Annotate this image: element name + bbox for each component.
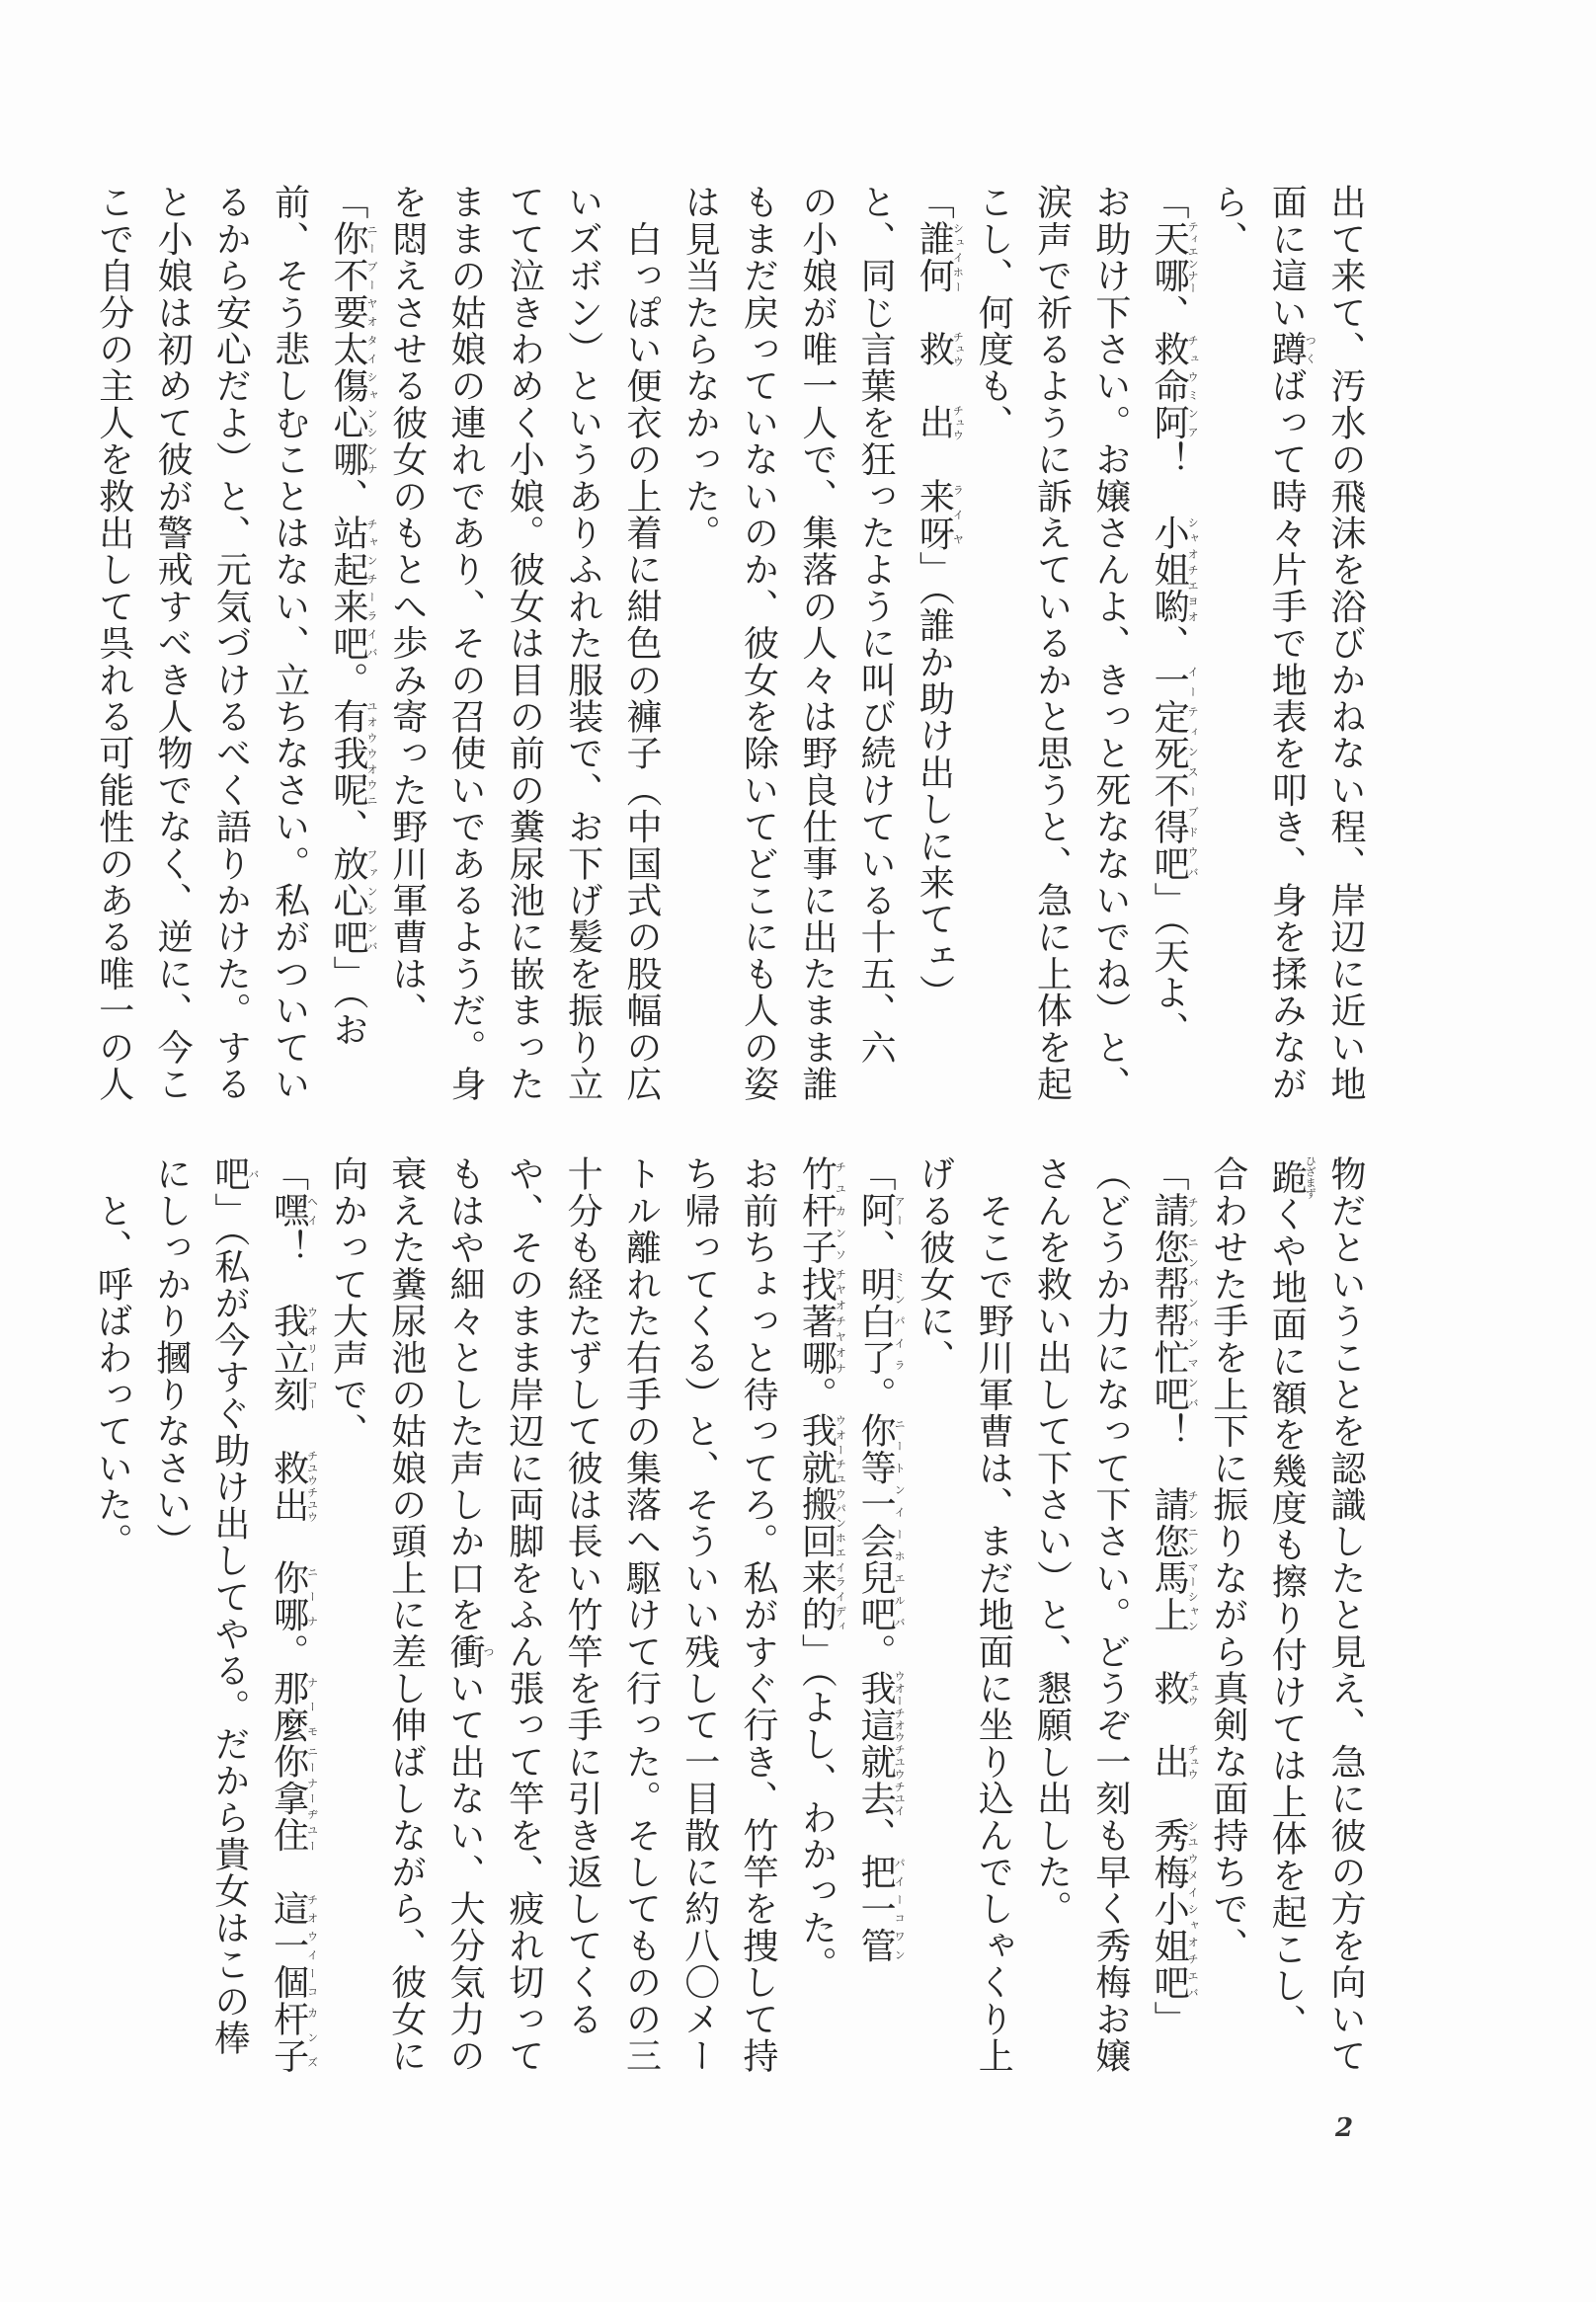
ruby-annotated-text [1149, 1669, 1200, 1707]
text-column [1081, 1155, 1140, 2084]
ruby-reading: マーシャン [1186, 1559, 1200, 1633]
text-column [319, 184, 378, 1112]
ruby-reading: ニートンイーホエルバ [893, 1412, 907, 1633]
text-column [553, 1155, 611, 2084]
text-run: 」（よし、わかった。 [796, 1632, 838, 1983]
text-run: 。 [796, 1376, 838, 1413]
ruby-annotated-text [914, 477, 965, 552]
text-run: は見当たらなかった。 [679, 184, 721, 551]
ruby-reading: シュイホー [951, 220, 965, 294]
text-column [846, 1155, 906, 2084]
ruby-annotated-text [327, 697, 378, 809]
ruby-annotated-text [914, 330, 965, 368]
text-run: ばって時々片手で地表を叩き、身を揉みなが [1266, 367, 1308, 1103]
text-column [376, 1155, 435, 2084]
text-run: 」（天よ、 [1149, 881, 1190, 1048]
ruby-reading: イーティンスーブドウバ [1186, 661, 1200, 882]
ruby-base: 我立刻 [268, 1302, 309, 1413]
ruby-annotated-text [855, 1853, 907, 1964]
text-column [787, 1155, 846, 2084]
text-column [1081, 184, 1140, 1112]
text-run: 、 [327, 477, 368, 515]
text-column [671, 184, 729, 1112]
text-run: 出て来て、汚水の飛沫を浴びかねない程、岸辺に近い地 [1325, 184, 1366, 1102]
text-run: 、 [855, 1229, 897, 1266]
text-run: 、 [855, 1816, 897, 1854]
ruby-base: 你等一会兒吧 [855, 1412, 897, 1633]
ruby-base: 這一個 [268, 1890, 309, 2001]
text-run [269, 1854, 309, 1890]
ruby-reading: シユウメイシャオチエバ [1186, 1816, 1200, 2001]
text-column [1140, 1155, 1199, 2084]
ruby-base: 馬上 [1149, 1559, 1190, 1633]
text-column [84, 184, 142, 1112]
text-run: と小娘は初めて彼が警戒すべき人物でなく、逆に、今こ [152, 184, 194, 1102]
ruby-base: 出 [1149, 1743, 1190, 1781]
ruby-annotated-text [327, 220, 378, 478]
text-run: ままの姑娘の連れであり、その召使いであるようだ。身 [445, 184, 487, 1102]
text-run: 「 [327, 184, 368, 221]
ruby-reading: ファンシンバ [364, 844, 378, 956]
text-run: げる彼女に、 [914, 1155, 955, 1377]
text-run: いて出ない、大分気力の [444, 1669, 486, 2075]
text-run [914, 440, 954, 477]
ruby-annotated-text [268, 1449, 319, 1524]
text-run: にしっかり摑りなさい） [150, 1155, 192, 1560]
text-run [1149, 1707, 1189, 1743]
text-run: いズボン）というありふれた服装で、お下げ髪を振り立 [562, 184, 603, 1103]
text-column [1022, 1155, 1080, 2084]
ruby-annotated-text [1149, 514, 1200, 625]
ruby-reading: チンニンバンバンマンバ [1186, 1192, 1200, 1413]
ruby-base: 請您帮帮忙吧 [1149, 1192, 1190, 1413]
text-column [1317, 184, 1375, 1112]
ruby-base: 誰何 [914, 220, 955, 294]
ruby-reading: チュウ [951, 404, 965, 441]
ruby-reading: アー [893, 1192, 907, 1230]
ruby-base: 嘿 [268, 1192, 309, 1230]
text-column [495, 1155, 553, 2084]
text-run: 、 [327, 808, 368, 845]
text-run: 「 [855, 1155, 897, 1193]
ruby-base: 救命阿 [1149, 330, 1190, 441]
ruby-annotated-text [268, 1669, 319, 1744]
text-run: と、呼ばわっていた。 [92, 1155, 133, 1560]
text-run: ら、 [1207, 184, 1248, 258]
text-run: 前、そう悲しむことはない、立ちなさい。私がついてい [269, 184, 310, 1102]
text-column [318, 1155, 376, 2084]
ruby-annotated-text [796, 1412, 847, 1633]
text-run: の小娘が唯一人で、集落の人々は野良仕事に出たまま誰 [796, 184, 838, 1102]
ruby-annotated-text [855, 1669, 907, 1817]
ruby-base: 放心吧 [327, 844, 368, 956]
ruby-reading: ユオウウオウニ [364, 697, 378, 809]
text-block-upper [84, 184, 1375, 1112]
text-column [141, 1155, 200, 2084]
ruby-base: 秀梅小姐吧 [1149, 1816, 1190, 2001]
ruby-annotated-text [208, 1155, 260, 1193]
text-run: 。 [268, 1632, 309, 1670]
ruby-base: 出 [914, 404, 955, 441]
text-run: こで自分の主人を救出して呉れる可能性のある唯一の人 [93, 184, 134, 1102]
ruby-base: 衝 [444, 1632, 486, 1670]
text-run: や、そのまま岸辺に両脚をふん張って竿を、疲れ切って [503, 1155, 544, 2074]
text-run: るから安心だよ）と、元気づけるべく語りかけた。する [210, 184, 252, 1102]
ruby-reading: カンズ [305, 2000, 319, 2075]
text-run: もまだ戻っていないのか、彼女を除いてどこにも人の姿 [738, 184, 779, 1102]
ruby-base: 来呀 [914, 477, 955, 552]
ruby-base: 我這就去 [855, 1669, 897, 1817]
text-run: 「 [1149, 1155, 1190, 1193]
text-run: 「 [914, 184, 955, 221]
text-run: くや地面に額を幾度も擦り付けては上体を起こし、 [1266, 1195, 1308, 2041]
text-column [964, 1155, 1022, 2084]
text-run: 衰えた糞尿池の姑娘の頭上に差し伸ばしながら、彼女に [385, 1155, 427, 2074]
text-column [905, 184, 964, 1112]
ruby-annotated-text [444, 1632, 496, 1670]
text-run [1149, 1780, 1189, 1816]
text-run: 」（お [327, 955, 368, 1048]
ruby-base: 救出 [268, 1449, 309, 1524]
text-run: 合わせた手を上下に振りながら真剣な面持ちで、 [1207, 1155, 1248, 1964]
ruby-annotated-text [1266, 1155, 1317, 1199]
text-column [1199, 1155, 1257, 2084]
ruby-reading: チャンチーライバ [364, 514, 378, 662]
ruby-reading: ライヤ [951, 477, 965, 552]
ruby-annotated-text [268, 1559, 319, 1633]
ruby-base: 杆子 [268, 2000, 309, 2075]
text-column [143, 184, 201, 1112]
ruby-annotated-text [1149, 1485, 1200, 1560]
ruby-base: 你不要太傷心哪 [327, 220, 368, 478]
text-column [846, 184, 905, 1112]
text-run: てて泣きわめく小娘。彼女は目の前の糞尿池に嵌まった [504, 184, 545, 1102]
ruby-reading: チンニン [1186, 1485, 1200, 1560]
ruby-annotated-text [268, 1302, 319, 1413]
text-run: 白っぽい便衣の上着に紺色の褲子（中国式の股幅の広 [620, 184, 662, 1102]
ruby-annotated-text [1149, 1559, 1200, 1633]
text-run [269, 1523, 309, 1559]
ruby-base: 吧 [208, 1155, 250, 1193]
text-run [269, 1412, 309, 1449]
ruby-reading: チヤオチヤオナ [834, 1265, 847, 1377]
ruby-base: 我就搬回来的 [796, 1412, 838, 1633]
ruby-reading: ニーナ [305, 1559, 319, 1633]
ruby-reading: ひざまず [1304, 1155, 1317, 1199]
text-run: ！ [1149, 1412, 1190, 1486]
ruby-base: 那麼 [268, 1669, 309, 1744]
ruby-base: 請您 [1149, 1485, 1190, 1560]
text-run: 十分も経たずして彼は長い竹竿を手に引き返してくる [562, 1155, 603, 2037]
ruby-annotated-text [914, 220, 965, 294]
text-run: 涙声で祈るように訴えているかと思うと、急に上体を起 [1031, 184, 1073, 1102]
ruby-annotated-text [1266, 330, 1317, 368]
text-column [612, 184, 671, 1112]
ruby-annotated-text [327, 844, 378, 956]
ruby-reading: バ [246, 1155, 260, 1193]
text-run: 、 [1149, 624, 1190, 662]
text-run: 面に這い [1266, 184, 1308, 331]
text-run [914, 294, 954, 331]
ruby-reading: チュウ [951, 330, 965, 367]
ruby-base: 把一管 [855, 1853, 897, 1964]
ruby-annotated-text [268, 2000, 319, 2075]
text-column [729, 184, 787, 1112]
text-column [200, 1155, 260, 2084]
ruby-annotated-text [1149, 1192, 1200, 1413]
text-column [611, 1155, 670, 2084]
ruby-reading: パイーコワン [893, 1853, 907, 1964]
ruby-reading: ニーブーヤオタイシャンシンナ [364, 220, 378, 478]
ruby-annotated-text [1149, 661, 1200, 882]
text-column [1022, 184, 1080, 1112]
ruby-reading: ヘイ [305, 1192, 319, 1230]
text-run: 。 [327, 661, 368, 698]
text-run [1149, 1633, 1189, 1670]
text-run: トル離れた右手の集落へ駆けて行った。そしてものの三 [620, 1155, 662, 2074]
ruby-base: 你哪 [268, 1559, 309, 1633]
ruby-base: 蹲 [1266, 330, 1308, 368]
ruby-reading: ティエンナー [1186, 220, 1200, 294]
text-run: （どうか力になって下さい。どうぞ一刻も早く秀梅お嬢 [1089, 1155, 1131, 2074]
ruby-base: 你拿住 [268, 1743, 309, 1854]
text-run: と、同じ言葉を狂ったように叫び続けている十五、六 [855, 184, 897, 1066]
ruby-annotated-text [796, 1265, 847, 1377]
ruby-base: 天哪 [1149, 220, 1190, 294]
text-column [788, 184, 846, 1112]
ruby-annotated-text [1149, 220, 1200, 294]
text-run: 向かって大声で、 [327, 1155, 368, 1450]
ruby-base: 救 [914, 330, 955, 368]
ruby-annotated-text [268, 1743, 319, 1854]
ruby-reading: チュウ [1186, 1669, 1200, 1707]
text-run: 「 [268, 1155, 309, 1193]
text-column [201, 184, 260, 1112]
text-block-lower [83, 1155, 1375, 2084]
text-run: ！ [268, 1229, 309, 1303]
text-run: 」 [1149, 2000, 1190, 2037]
ruby-base: 找著哪 [796, 1265, 838, 1377]
ruby-reading: チオウイーコ [305, 1890, 319, 2001]
ruby-reading: チュウ [1186, 1743, 1200, 1781]
text-column [553, 184, 611, 1112]
text-run: 「 [1149, 184, 1190, 221]
ruby-annotated-text [268, 1192, 319, 1230]
text-column [1257, 184, 1317, 1112]
ruby-annotated-text [268, 1890, 319, 2001]
text-column [495, 184, 553, 1112]
ruby-annotated-text [1149, 330, 1200, 441]
ruby-annotated-text [327, 514, 378, 662]
ruby-reading: チュウミンア [1186, 330, 1200, 441]
ruby-reading: ナーモ [305, 1669, 319, 1744]
text-run: 。 [855, 1632, 897, 1670]
ruby-reading: ニーナーヂユー [305, 1743, 319, 1854]
text-column [377, 184, 436, 1112]
ruby-reading: つ [482, 1632, 496, 1670]
text-column [437, 184, 495, 1112]
ruby-reading: ウオリーコー [305, 1302, 319, 1413]
text-column [83, 1155, 141, 2084]
ruby-reading: チユカンソ [834, 1155, 847, 1266]
text-run: 」（私が今すぐ助け出してやる。だから貴女はこの棒 [208, 1192, 250, 2057]
ruby-annotated-text [1149, 1816, 1200, 2001]
ruby-base: 一定死不得吧 [1149, 661, 1190, 882]
ruby-base: 有我呢 [327, 697, 368, 809]
ruby-annotated-text [914, 404, 965, 441]
ruby-base: 小姐喲 [1149, 514, 1190, 625]
text-run: さんを救い出して下さい）と、懇願し出した。 [1031, 1155, 1073, 1928]
ruby-base: 站起来吧 [327, 514, 368, 662]
text-run: 、 [1149, 293, 1190, 331]
ruby-base: 救 [1149, 1669, 1190, 1707]
ruby-base: 跪 [1266, 1155, 1308, 1199]
page-number: 2 [1335, 2113, 1354, 2143]
ruby-reading: ウオーチユウパンホエイライディ [834, 1412, 847, 1633]
text-column [1317, 1155, 1375, 2084]
text-column [1257, 1155, 1317, 2084]
ruby-base: 明白了 [855, 1265, 897, 1377]
text-run: お助け下さい。お嬢さんよ、きっと死なないでね）と、 [1089, 184, 1131, 1102]
ruby-reading: つく [1304, 330, 1317, 368]
text-column [436, 1155, 495, 2084]
ruby-reading: シャオチエヨオ [1186, 514, 1200, 625]
text-run: お前ちょっと待ってろ。私がすぐ行き、竹竿を捜して持 [738, 1155, 779, 2075]
text-run: ち帰ってくる）と、そういい残して一目散に約八〇メー [678, 1155, 720, 2074]
ruby-base: 阿 [855, 1192, 897, 1230]
ruby-reading: ウオーチオウチユウチユイ [893, 1669, 907, 1817]
ruby-annotated-text [855, 1192, 907, 1230]
text-column [729, 1155, 787, 2084]
text-run [914, 367, 954, 404]
text-column [260, 184, 318, 1112]
ruby-reading: チユウチユウ [305, 1449, 319, 1524]
text-column [670, 1155, 728, 2084]
text-run: ！ [1149, 440, 1190, 515]
text-run: を悶えさせる彼女のもとへ歩み寄った野川軍曹は、 [386, 184, 428, 1029]
text-column [1199, 184, 1257, 1112]
text-run: 。 [855, 1376, 897, 1413]
text-run: 物だということを認識したと見え、急に彼の方を向いて [1325, 1155, 1366, 2074]
ruby-reading: ミンパイラ [893, 1265, 907, 1377]
text-run: そこで野川軍曹は、まだ地面に坐り込んでしゃくり上 [973, 1155, 1014, 2074]
text-column [906, 1155, 964, 2084]
ruby-annotated-text [855, 1265, 907, 1377]
ruby-annotated-text [855, 1412, 907, 1633]
ruby-annotated-text [796, 1155, 847, 1266]
text-column [259, 1155, 318, 2084]
text-run: もはや細々とした声しか口を [444, 1155, 486, 1633]
text-column [964, 184, 1022, 1112]
ruby-base: 竹杆子 [796, 1155, 838, 1266]
text-run: 」（誰か助け出しに来てェ） [914, 551, 955, 1011]
ruby-annotated-text [1149, 1743, 1200, 1781]
text-run: こし、何度も、 [973, 184, 1014, 441]
text-column [1140, 184, 1199, 1112]
